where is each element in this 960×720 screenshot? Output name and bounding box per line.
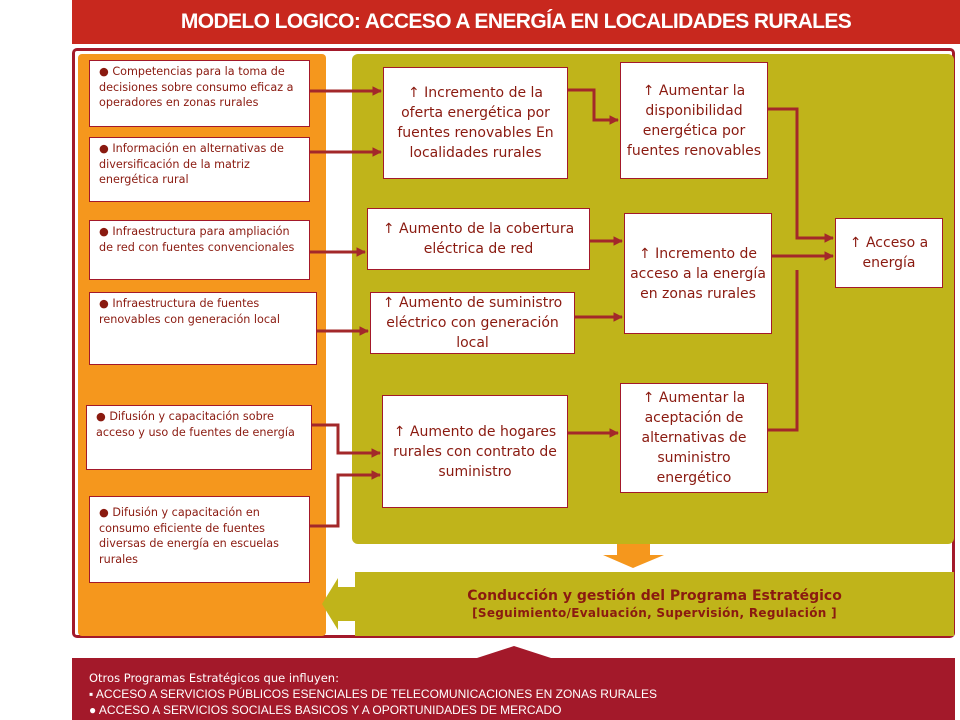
result-box-disponibilidad: ↑ Aumentar la disponibilidad energética por fuentes renovables [620, 62, 768, 179]
up-block-arrow [477, 646, 551, 658]
result-box-acceso-zonas-rurales: ↑ Incremento de acceso a la energía en zonas rurales [624, 213, 772, 334]
input-box-informacion: ● Información en alternativas de diversificación de la matriz energética rural [89, 137, 310, 202]
footer-item: ● ACCESO A SERVICIOS SOCIALES BASICOS Y A OPORTUNIDADES DE MERCADO [89, 703, 562, 717]
footer-item: ▪ ACCESO A SERVICIOS PÚBLICOS ESENCIALES DE TELECOMUNICACIONES EN ZONAS RURALES [89, 687, 657, 701]
result-box-hogares-contrato: ↑ Aumento de hogares rurales con contrato de suministro [382, 395, 568, 508]
result-box-aceptacion: ↑ Aumentar la aceptación de alternativas de suministro energético [620, 383, 768, 493]
input-box-competencias: ● Competencias para la toma de decisiones sobre consumo eficaz a operadores en zonas rurales [89, 60, 310, 127]
result-box-oferta-renovable: ↑ Incremento de la oferta energética por fuentes renovables En localidades rurales [383, 67, 568, 179]
management-title: Conducción y gestión del Programa Estratégico [467, 588, 842, 604]
page-title: MODELO LOGICO: ACCESO A ENERGÍA EN LOCALIDADES RURALES [72, 0, 960, 44]
result-box-suministro-local: ↑ Aumento de suministro eléctrico con generación local [370, 292, 575, 354]
final-result-box: ↑ Acceso a energía [835, 218, 943, 288]
input-box-difusion-escuelas: ● Difusión y capacitación en consumo eficiente de fuentes diversas de energía en escuelas rurales [89, 496, 310, 583]
other-programs-footer [72, 658, 955, 720]
input-box-infraestructura-red: ● Infraestructura para ampliación de red con fuentes convencionales [89, 220, 310, 280]
management-bar [355, 572, 954, 636]
footer-heading: Otros Programas Estratégicos que influyen: [89, 671, 339, 685]
input-box-infraestructura-renovables: ● Infraestructura de fuentes renovables con generación local [89, 292, 317, 365]
result-box-cobertura-red: ↑ Aumento de la cobertura eléctrica de red [367, 208, 590, 270]
management-subtitle: [Seguimiento/Evaluación, Supervisión, Regulación ] [472, 606, 837, 620]
input-box-difusion-acceso: ● Difusión y capacitación sobre acceso y uso de fuentes de energía [86, 405, 312, 470]
